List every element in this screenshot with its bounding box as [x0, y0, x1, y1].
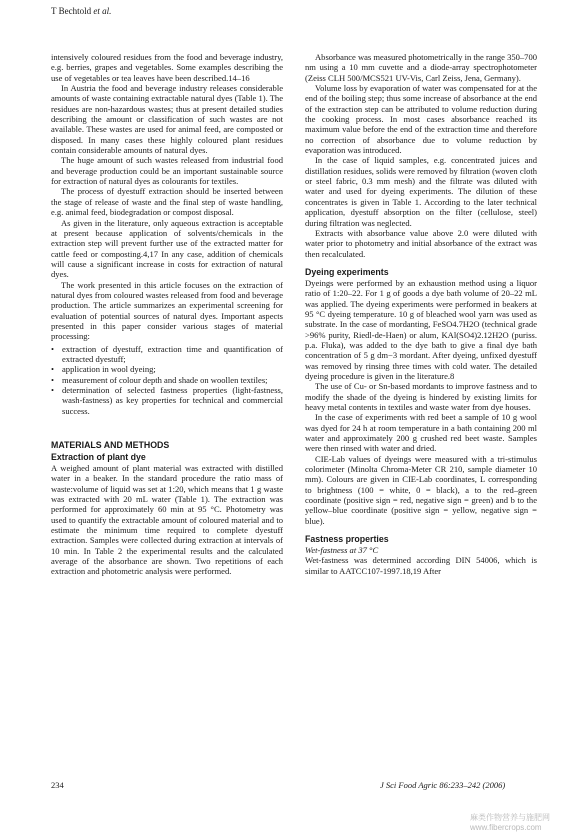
section-heading: Dyeing experiments	[305, 266, 389, 277]
header-author: T Bechtold	[51, 6, 94, 16]
paragraph: The work presented in this article focuses on the extraction of natural dyes from coloured wastes released from food and beverage production. The article summarizes an experimental screening for evaluation of potential sources of natural dyes. Important aspects presented in this paper consider various stages of material processing:	[51, 279, 283, 342]
paragraph: Wet-fastness was determined according DIN 54006, which is similar to AATCC107-1997.18,19 After	[305, 555, 537, 576]
paragraph: The use of Cu- or Sn-based mordants to improve fastness and to modify the shade of the dyeing is hindered by existing limits for heavy metal contents in textiles and waste water from dye houses.	[305, 381, 537, 412]
list-item: • application in wool dyeing;	[51, 364, 283, 374]
journal-citation: J Sci Food Agric 86:233–242 (2006)	[380, 780, 506, 790]
subsection-heading: Extraction of plant dye	[51, 452, 146, 463]
paragraph: Absorbance was measured photometrically in the range 350–700 nm using a 10 mm cuvette and a diode-array spectrophotometer (Zeiss CLH 500/MCS521 UV-Vis, Carl Zeiss, Jena, Germany).	[305, 52, 537, 83]
paragraph: The process of dyestuff extraction should be inserted between the stage of release of waste and the final step of waste handling, e.g. animal feed, biodegradation or compost disposal.	[51, 186, 283, 218]
running-header	[51, 6, 111, 16]
right-column	[305, 52, 537, 576]
bullet-list	[51, 344, 283, 416]
left-column	[51, 52, 283, 577]
section-heading: MATERIALS AND METHODS	[51, 440, 170, 451]
section-heading: Fastness properties	[305, 534, 389, 545]
paragraph: Extracts with absorbance value above 2.0 were diluted with water prior to photometry and initial absorbance of the extract was then recalculated.	[305, 227, 537, 259]
watermark: 麻类作物营养与施肥网 www.fibercrops.com	[470, 813, 550, 832]
paragraph: In the case of experiments with red beet a sample of 10 g wool was dyed for 24 h at room temperature in a bath containing 200 ml water and approximately 200 g crushed red beet waste. Samples were then rinsed with water and dried.	[305, 412, 537, 454]
paragraph: In Austria the food and beverage industry releases considerable amounts of waste containing extractable natural dyes (Table 1). The residues are non-hazardous wastes; thus at present detailed studies describing the amount or classification of such wastes are not available. These wastes are used for animal feed, are composted or disposed. In many cases these highly coloured plant residues contain considerable amounts of natural dyes.	[51, 83, 283, 156]
paragraph: Dyeings were performed by an exhaustion method using a liquor ratio of 1:20–22. For 1 g of goods a dye bath volume of 20–22 mL was applied. The dyeing experiments were performed in beakers at 95 °C dyeing temperature. 10 g of bleached wool yarn was used as substrate. In the case of mordanting, FeSO4.7H2O (technical grade >96% purity, Riedl-de-Haen) or alum, KAl(SO4)2.12H2O (puriss. p.a. Fluka), was added to the dye bath to give a final dye bath concentration of 5 g dm−3 mordant. After dyeing, unfixed dyestuff was removed by rinsing three times with cold water. The detailed dyeing procedure is given in the literature.8	[305, 277, 537, 381]
header-etal: et al.	[93, 6, 112, 16]
page-number: 234	[51, 780, 64, 790]
list-item: • determination of selected fastness properties (light-fastness, wash-fastness) as key properties for technical and commercial success.	[51, 385, 283, 416]
paragraph: CIE-Lab values of dyeings were measured with a tri-stimulus colorimeter (Minolta Chroma-Meter CR 210, sample diameter 10 mm). Colours are given in CIE-Lab coordinates, L corresponding to brightness (100 = white, 0 = black), a to the red–green coordinate (positive sign = red, negative sign = green) and b to the yellow–blue coordinate (positive sign = yellow, negative sign = blue).	[305, 453, 537, 526]
paragraph: Volume loss by evaporation of water was compensated for at the end of the boiling step; thus some increase of absorbance at the end of the extraction step can be attributed to volume reduction during the cooking process. In most cases absorbance reached its maximum value before the end of the extraction time and therefore no correction of absorbance due to volume reduction by evaporation was introduced.	[305, 83, 537, 156]
list-item: • measurement of colour depth and shade on woollen textiles;	[51, 375, 283, 385]
paragraph: The huge amount of such wastes released from industrial food and beverage production could be an important sustainable source for extraction of natural dyes as colourants for textiles.	[51, 155, 283, 187]
subsection-heading: Wet-fastness at 37 °C	[305, 545, 379, 556]
paragraph: As given in the literature, only aqueous extraction is acceptable at present because application of solvents/chemicals in the extraction step will prevent further use of the extracted matter for cattle feed or composting.4,17 In any case, addition of chemicals will cause a significant increase in costs for extraction of natural dyes.	[51, 217, 283, 280]
paragraph: A weighed amount of plant material was extracted with distilled water in a beaker. In the standard procedure the ratio mass of waste:volume of liquid was set at 1:20, which means that 1 g waste was extracted with 20 mL water (Table 1). The extraction was performed for approximately 60 min at 95 °C. Photometry was used to quantify the extractable amount of coloured material and to estimate the minimum time required to complete dyestuff extraction. Samples were collected during extraction at intervals of 10 min. In Table 2 the experimental results and the calculated average of the absorbance are shown. Two repetitions of each extraction and photometric analysis were performed.	[51, 463, 283, 577]
paragraph: In the case of liquid samples, e.g. concentrated juices and distillation residues, solids were removed by filtration (woven cloth or steel fabric, 0.3 mm mesh) and the filtrate was diluted with water and used for dyeing experiments. The dilution of these concentrates is given in Table 1. According to the later technical application, dyestuff absorption on the filter (cellulose, steel) during filtration was neglected.	[305, 155, 537, 228]
paragraph: intensively coloured residues from the food and beverage industry, e.g. berries, grapes and vegetables. Some examples describing the use of vegetables or tea leaves have been described.14–16	[51, 52, 283, 83]
list-item: • extraction of dyestuff, extraction time and quantification of extracted dyestuff;	[51, 344, 283, 365]
